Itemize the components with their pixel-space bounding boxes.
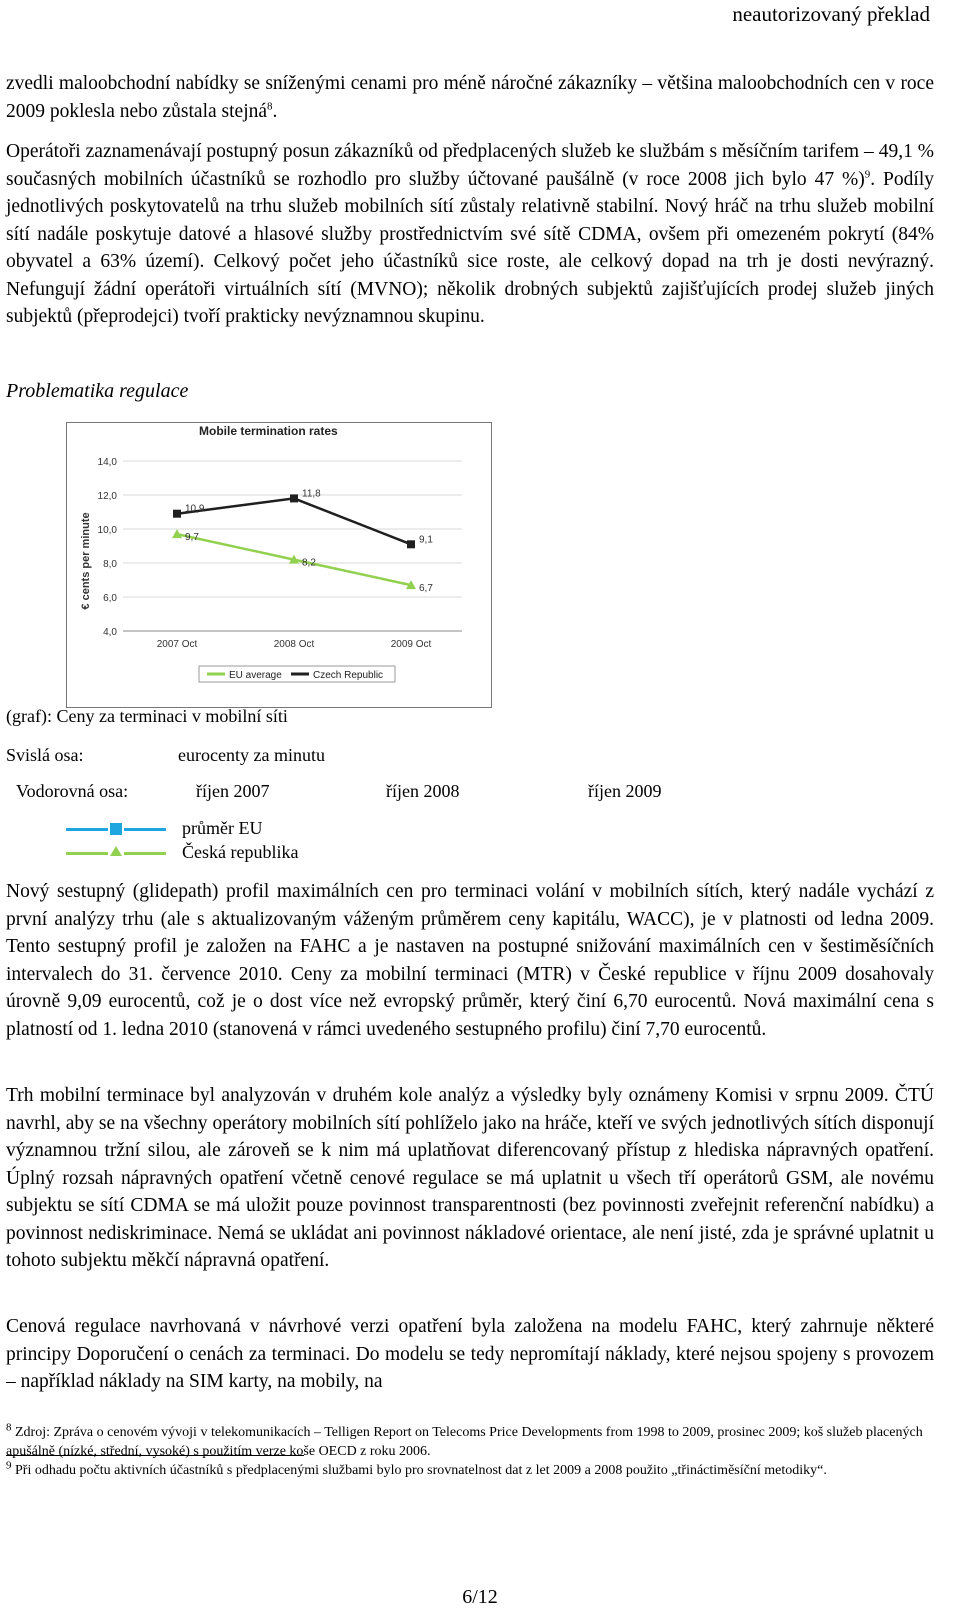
- y-tick-label: 12,0: [97, 491, 117, 502]
- data-point-square: [290, 494, 298, 502]
- chart-figure: [66, 422, 492, 708]
- data-label: 11,8: [302, 488, 321, 500]
- paragraph-2b-text: . Podíly jednotlivých poskytovatelů na trhu služeb mobilních sítí zůstaly relativně stabilní. Nový hráč na trhu služeb mobilní sítí nadále poskytuje datové a hlasové služby prostřednictvím své sítě CDMA, ovšem při omezeném pokrytí (84% obyvatel a 63% území). Celkový počet jeho účastníků sice roste, ale celkový dopad na trh je dosti nevýrazný. Nefungují žádní operátoři virtuálních sítí (MVNO); několik drobných subjektů zajišťujících prodej služeb jiných subjektů (přeprodejci) tvoří prakticky nevýznamnou skupinu.: [6, 168, 934, 327]
- eu-legend-line-left: [66, 828, 108, 831]
- footnote-9-number: 9: [6, 1459, 12, 1472]
- data-label: 10,9: [185, 503, 205, 515]
- eu-legend-line-right: [124, 828, 166, 831]
- y-axis-caption-value: eurocenty za minutu: [178, 745, 325, 765]
- y-tick-label: 6,0: [103, 593, 117, 604]
- triangle-marker-icon: [110, 846, 122, 856]
- footnote-8-number: 8: [6, 1421, 12, 1434]
- data-label: 8,2: [302, 557, 316, 569]
- footnote-ref-8: 8: [267, 100, 273, 112]
- cz-legend-line-right: [124, 852, 166, 855]
- x-tick-label: 2007 Oct: [156, 639, 198, 650]
- x-axis-caption-label: Vodorovná osa:: [16, 781, 129, 801]
- data-label: 9,1: [419, 534, 433, 546]
- footnote-9: [6, 1459, 934, 1481]
- caption-legend-eu-label: průměr EU: [182, 818, 263, 838]
- data-point-square: [173, 510, 181, 518]
- x-axis-caption-value-2: říjen 2008: [386, 781, 460, 801]
- data-label: 6,7: [419, 583, 433, 595]
- chart-legend: [199, 666, 395, 682]
- paragraph-2a-text: Operátoři zaznamenávají postupný posun zákazníků od předplacených služeb ke službám s měsíčním tarifem – 49,1 % současných mobilních účastníků se rozhodlo pro služby účtované paušálně (v roce 2008 jich bylo 47 %): [6, 141, 934, 190]
- footnote-9-text: Při odhadu počtu aktivních účastníků s předplacenými službami bylo pro srovnatelnost dat z let 2009 a 2008 použito „třináctiměsíční metodiky“.: [11, 1463, 827, 1478]
- paragraph-1-end: .: [272, 100, 278, 122]
- paragraph-5: Cenová regulace navrhovaná v návrhové verzi opatření byla založena na modelu FAHC, který zahrnuje některé principy Doporučení o cenách za terminaci. Do modelu se tedy nepromítají náklady, které nejsou spojeny s provozem – například náklady na SIM karty, na mobily, na: [6, 1316, 934, 1392]
- paragraph-2: [6, 138, 934, 331]
- y-axis-caption-label: Svislá osa:: [6, 745, 84, 765]
- cz-legend-line-left: [66, 852, 108, 855]
- page-number: 6/12: [462, 1586, 498, 1608]
- data-point-square: [407, 540, 415, 548]
- y-tick-label: 14,0: [97, 457, 117, 468]
- caption-legend-cz-label: Česká republika: [182, 842, 299, 862]
- footnote-ref-9: 9: [864, 168, 871, 180]
- x-axis-caption-value-1: říjen 2007: [196, 781, 270, 801]
- y-tick-label: 8,0: [103, 559, 117, 570]
- y-tick-label: 10,0: [97, 525, 117, 536]
- footnote-8: [6, 1421, 934, 1461]
- x-axis-caption-value-3: říjen 2009: [588, 781, 662, 801]
- footnote-8-text: Zdroj: Zpráva o cenovém vývoji v telekomunikacích – Telligen Report on Telecoms Price Developments from 1998 to 2009, prosinec 2009; koš služeb placených apušálně (nízké, střední, vysoké) s použitím verze koše OECD z roku 2006.: [6, 1425, 923, 1459]
- chart-title: Mobile termination rates: [199, 424, 338, 438]
- section-heading: Problematika regulace: [6, 380, 189, 402]
- legend-label: EU average: [229, 670, 282, 681]
- data-label: 9,7: [185, 532, 199, 544]
- paragraph-4: Trh mobilní terminace byl analyzován v druhém kole analýz a výsledky byly oznámeny Komisi v srpnu 2009. ČTÚ navrhl, aby se na všechny operátory mobilních sítí pohlíželo jako na hráče, kteří ve svých jednotlivých sítích disponují významnou tržní silou, ale zároveň se k nim má uplatňovat diferencovaný přístup z hlediska nápravných opatření. Úplný rozsah nápravných opatření včetně cenové regulace se má uplatnit u všech tří operátorů GSM, ale novému subjektu se sítí CDMA se má uložit pouze povinnost transparentnosti (bez povinnosti zveřejnit referenční nabídku) a povinnost nediskriminace. Nemá se ukládat ani povinnost nákladové orientace, ale není jisté, zda je správné uplatnit u tohoto subjektu měkčí nápravná opatření.: [6, 1085, 934, 1271]
- paragraph-1: [6, 70, 934, 125]
- paragraph-3: Nový sestupný (glidepath) profil maximálních cen pro terminaci volání v mobilních sítích, který nadále vychází z první analýzy trhu (ale s aktualizovaným váženým průměrem ceny kapitálu, WACC), je v platnosti od ledna 2009. Tento sestupný profil je založen na FAHC a je nastaven na postupné snižování maximálních cen v šestiměsíčních intervalech do 31. července 2010. Ceny za mobilní terminaci (MTR) v České republice v říjnu 2009 dosahovaly úrovně 9,09 eurocentů, což je o dost více než evropský průměr, který činí 6,70 eurocentů. Nová maximální cena s platností od 1. ledna 2010 (stanovená v rámci uvedeného sestupného profilu) činí 7,70 eurocentů.: [6, 881, 934, 1040]
- paragraph-1-text: zvedli maloobchodní nabídky se sníženými cenami pro méně náročné zákazníky – většina maloobchodních cen v roce 2009 poklesla nebo zůstala stejná: [6, 73, 934, 122]
- x-tick-label: 2009 Oct: [390, 639, 432, 650]
- chart-caption-title: (graf): Ceny za terminaci v mobilní síti: [6, 706, 288, 726]
- y-tick-label: 4,0: [103, 627, 117, 638]
- mobile-termination-chart: [67, 423, 491, 707]
- x-tick-label: 2008 Oct: [273, 639, 315, 650]
- square-marker-icon: [110, 823, 122, 835]
- chart-y-axis-label: € cents per minute: [80, 512, 92, 610]
- page-header: neautorizovaný překlad: [732, 2, 930, 26]
- legend-label: Czech Republic: [313, 670, 384, 681]
